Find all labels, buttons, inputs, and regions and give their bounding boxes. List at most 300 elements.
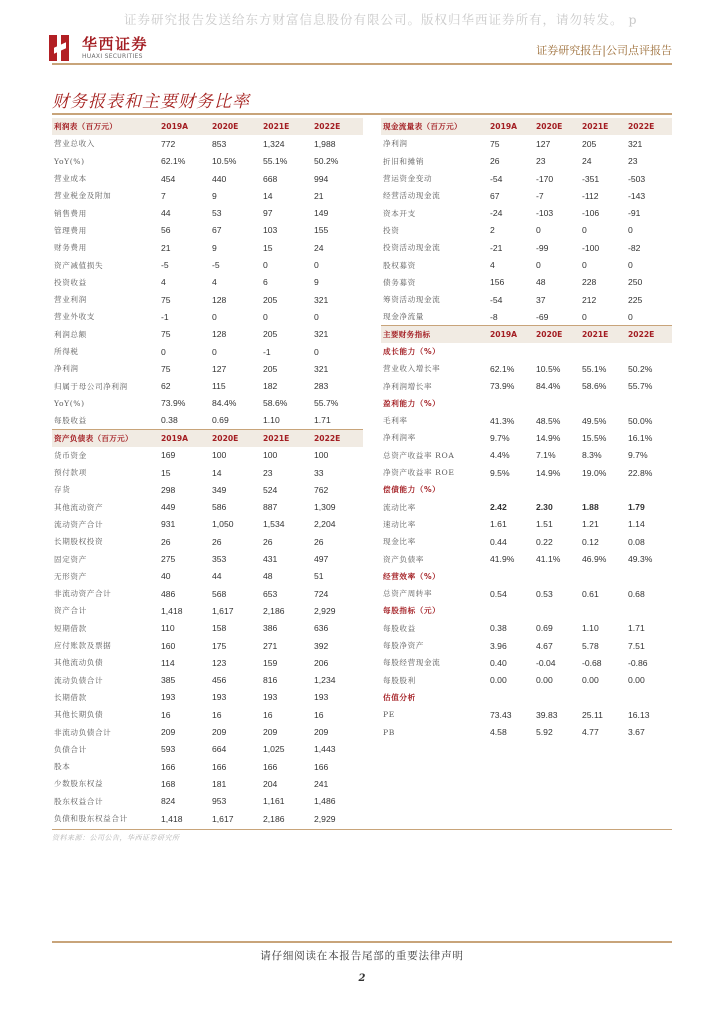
cell-value: -21 [490, 242, 503, 253]
cell-value: 0.00 [536, 675, 553, 686]
logo-cn-text: 华西证券 [82, 35, 149, 53]
cell-value: 5.78 [582, 640, 599, 651]
table-subheader-row [381, 481, 672, 498]
table-row [381, 256, 672, 273]
cell-value: 58.6% [263, 398, 288, 409]
cell-value: 7.1% [536, 450, 556, 461]
cell-value: 0.69 [212, 415, 229, 426]
cell-value: 8.3% [582, 450, 602, 461]
table-row [52, 395, 363, 412]
cell-value: 298 [161, 484, 176, 495]
cell-value: 44 [161, 208, 171, 219]
cell-value: 212 [582, 294, 597, 305]
row-label: 现金净流量 [383, 312, 424, 322]
row-label: 偿债能力（%） [383, 485, 441, 495]
cell-value [626, 602, 672, 619]
cell-value: 209 [212, 727, 227, 738]
cell-value: 0 [263, 311, 268, 322]
header-divider [52, 63, 672, 65]
cell-value: 26 [161, 536, 171, 547]
cell-value: -82 [628, 242, 641, 253]
cell-value: 321 [314, 294, 329, 305]
row-label: 负债和股东权益合计 [54, 814, 128, 824]
row-label: 长期借款 [54, 692, 87, 702]
row-label: 销售费用 [54, 208, 87, 218]
cell-value: 97 [263, 208, 273, 219]
cell-value: 0.00 [582, 675, 599, 686]
cell-value: 0 [314, 311, 319, 322]
row-label: 估值分析 [383, 692, 416, 702]
cell-value: -100 [582, 242, 600, 253]
cell-value: 275 [161, 554, 176, 565]
cell-value: 0.68 [628, 588, 645, 599]
row-label: 净利润 [383, 139, 408, 149]
cell-value: -7 [536, 190, 544, 201]
cell-value: 0.61 [582, 588, 599, 599]
cell-value: 0 [628, 225, 633, 236]
cell-value: 4.67 [536, 640, 553, 651]
cell-value: 15.5% [582, 432, 607, 443]
cell-value: 0.38 [490, 623, 507, 634]
row-label: 投资 [383, 225, 400, 235]
row-label: 其他流动资产 [54, 502, 104, 512]
cell-value: 349 [212, 484, 227, 495]
cell-value: 1.51 [536, 519, 553, 530]
cell-value: 155 [314, 225, 329, 236]
cell-value [488, 689, 534, 706]
cell-value: 14.9% [536, 432, 561, 443]
cell-value: 762 [314, 484, 329, 495]
cell-value: 205 [582, 138, 597, 149]
row-label: 资产负债表（百万元） [52, 429, 159, 446]
row-label: 营业税金及附加 [54, 191, 112, 201]
cell-value: 62.1% [161, 156, 186, 167]
cell-value: 48 [263, 571, 273, 582]
cell-value: 524 [263, 484, 278, 495]
cell-value: -106 [582, 208, 600, 219]
cell-value: 44 [212, 571, 222, 582]
row-label: 资产合计 [54, 606, 87, 616]
cell-value: 321 [628, 138, 643, 149]
cell-value: 14 [263, 190, 273, 201]
cell-value: 9.5% [490, 467, 510, 478]
cell-value: 1.10 [263, 415, 280, 426]
table-row [52, 256, 363, 273]
cell-value: 50.2% [628, 363, 653, 374]
cell-value: 4.4% [490, 450, 510, 461]
cell-value: 7 [161, 190, 166, 201]
row-label: 股本 [54, 762, 71, 772]
row-label: 管理费用 [54, 225, 87, 235]
row-label: 盈利能力（%） [383, 398, 441, 408]
row-label: 营业利润 [54, 295, 87, 305]
table-row [52, 204, 363, 221]
table-row [52, 239, 363, 256]
cell-value: -5 [161, 260, 169, 271]
cell-value: 23 [628, 156, 638, 167]
table-row [52, 170, 363, 187]
column-year: 2019A [159, 429, 210, 446]
row-label: 现金流量表（百万元） [381, 118, 488, 135]
row-label: 营业总收入 [54, 139, 95, 149]
cell-value: -24 [490, 208, 503, 219]
cell-value: 26 [263, 536, 273, 547]
cell-value: 175 [212, 640, 227, 651]
cell-value: 250 [628, 277, 643, 288]
row-label: 财务费用 [54, 243, 87, 253]
table-row [52, 706, 363, 723]
cell-value: 110 [161, 623, 175, 634]
cell-value: 1.71 [314, 415, 331, 426]
column-year: 2022E [312, 429, 363, 446]
cell-value: 241 [314, 778, 329, 789]
column-year: 2021E [261, 429, 312, 446]
row-label: 筹资活动现金流 [383, 295, 441, 305]
cell-value: 100 [314, 450, 329, 461]
cell-value: 0 [536, 260, 541, 271]
cell-value: -143 [628, 190, 646, 201]
table-subheader-row [381, 689, 672, 706]
cell-value: 321 [314, 363, 329, 374]
table-row [52, 689, 363, 706]
cell-value: 1,418 [161, 605, 183, 616]
cell-value: 26 [490, 156, 500, 167]
cell-value: 114 [161, 657, 175, 668]
row-label: 经营效率（%） [383, 571, 441, 581]
row-label: 资产负债率 [383, 554, 424, 564]
cell-value: -170 [536, 173, 554, 184]
table-row [52, 741, 363, 758]
row-label: 存货 [54, 485, 71, 495]
cell-value [488, 343, 534, 360]
cell-value: 3.96 [490, 640, 507, 651]
cell-value: 73.9% [161, 398, 186, 409]
cell-value: 166 [314, 761, 329, 772]
row-label: 每股净资产 [383, 641, 424, 651]
cell-value: 0 [212, 311, 217, 322]
cell-value: 15 [263, 242, 273, 253]
table-row [52, 602, 363, 619]
table-row [52, 291, 363, 308]
table-row [381, 239, 672, 256]
table-row [52, 654, 363, 671]
cell-value: 26 [314, 536, 324, 547]
cell-value: 33 [314, 467, 324, 478]
cell-value: -0.68 [582, 657, 602, 668]
cell-value: 50.0% [628, 415, 653, 426]
table-row [52, 326, 363, 343]
cell-value: 193 [263, 692, 278, 703]
row-label: 资本开支 [383, 208, 416, 218]
cell-value: 1,324 [263, 138, 285, 149]
column-year: 2019A [488, 326, 534, 343]
right-financial-table [381, 118, 672, 741]
column-year: 2019A [488, 118, 534, 135]
cell-value: 62.1% [490, 363, 515, 374]
table-row [52, 533, 363, 550]
row-label: 主要财务指标 [381, 326, 488, 343]
table-row [52, 222, 363, 239]
cell-value [534, 481, 580, 498]
cell-value: 209 [314, 727, 329, 738]
cell-value: 55.7% [628, 381, 653, 392]
cell-value: 449 [161, 502, 176, 513]
cell-value: 1,234 [314, 675, 336, 686]
cell-value: 4.77 [582, 727, 599, 738]
row-label: 股东权益合计 [54, 796, 104, 806]
row-label: 流动比率 [383, 502, 416, 512]
row-label: 其他流动负债 [54, 658, 104, 668]
cell-value [488, 481, 534, 498]
cell-value: -91 [628, 208, 641, 219]
table-row [381, 654, 672, 671]
section-divider [52, 113, 672, 115]
cell-value [580, 343, 626, 360]
table-row [381, 274, 672, 291]
cell-value: 100 [263, 450, 278, 461]
cell-value: -54 [490, 173, 503, 184]
cell-value: 75 [161, 329, 171, 340]
row-label: 应付账款及票据 [54, 641, 112, 651]
cell-value: 84.4% [536, 381, 561, 392]
cell-value: 0.69 [536, 623, 553, 634]
cell-value: 156 [490, 277, 505, 288]
row-label: 净利润增长率 [383, 381, 433, 391]
cell-value [534, 395, 580, 412]
cell-value: 53 [212, 208, 222, 219]
cell-value: 206 [314, 657, 329, 668]
left-financial-table [52, 118, 363, 827]
row-label: 归属于母公司净利润 [54, 381, 128, 391]
cell-value: -112 [582, 190, 599, 201]
cell-value: 586 [212, 502, 227, 513]
cell-value: 22.8% [628, 467, 653, 478]
cell-value: 67 [212, 225, 222, 236]
cell-value: 386 [263, 623, 278, 634]
cell-value: 169 [161, 450, 176, 461]
cell-value: 24 [314, 242, 324, 253]
huaxi-logo-icon [49, 35, 73, 61]
table-row [52, 637, 363, 654]
cell-value: 168 [161, 778, 176, 789]
cell-value: -0.86 [628, 657, 648, 668]
row-label: 债务募资 [383, 277, 416, 287]
table-row [52, 585, 363, 602]
table-row [381, 170, 672, 187]
cell-value: 431 [263, 554, 278, 565]
cell-value [534, 568, 580, 585]
cell-value: 668 [263, 173, 278, 184]
cell-value: 205 [263, 294, 278, 305]
company-logo [49, 33, 179, 67]
table-row [381, 291, 672, 308]
cell-value: 1.71 [628, 623, 645, 634]
cell-value: 10.5% [212, 156, 237, 167]
table-row [381, 429, 672, 446]
table-row [52, 758, 363, 775]
table-row [381, 222, 672, 239]
cell-value: 23 [263, 467, 273, 478]
cell-value: 19.0% [582, 467, 607, 478]
cell-value: 0.53 [536, 588, 553, 599]
cell-value: 1.21 [582, 519, 599, 530]
column-year: 2020E [210, 118, 261, 135]
cell-value: 568 [212, 588, 227, 599]
cell-value [580, 481, 626, 498]
legal-notice: 请仔细阅读在本报告尾部的重要法律声明 [260, 950, 464, 962]
row-label: 总资产周转率 [383, 589, 433, 599]
cell-value: -99 [536, 242, 549, 253]
cell-value: -69 [536, 311, 549, 322]
cell-value: 440 [212, 173, 227, 184]
table-row [52, 775, 363, 792]
row-label: 固定资产 [54, 554, 87, 564]
table-row [381, 377, 672, 394]
cell-value: 486 [161, 588, 176, 599]
cell-value: 123 [212, 657, 227, 668]
cell-value: 0 [314, 346, 319, 357]
table-row [381, 620, 672, 637]
cell-value: -5 [212, 260, 220, 271]
cell-value: 181 [212, 778, 227, 789]
cell-value: 14.9% [536, 467, 561, 478]
table-row [52, 343, 363, 360]
cell-value: 0.40 [490, 657, 507, 668]
cell-value: 204 [263, 778, 278, 789]
row-label: 营业成本 [54, 174, 87, 184]
row-label: 预付款项 [54, 468, 87, 478]
cell-value: 16 [263, 709, 273, 720]
column-year: 2019A [159, 118, 210, 135]
cell-value: 166 [161, 761, 176, 772]
cell-value: 149 [314, 208, 329, 219]
cell-value [580, 395, 626, 412]
cell-value: 58.6% [582, 381, 607, 392]
row-label: 所得税 [54, 347, 79, 356]
row-label: 无形资产 [54, 571, 87, 581]
row-label: 流动资产合计 [54, 519, 104, 529]
table-row [52, 620, 363, 637]
cell-value: 385 [161, 675, 176, 686]
cell-value: 0 [628, 260, 633, 271]
footer-divider [52, 941, 672, 943]
cell-value: 48.5% [536, 415, 561, 426]
cell-value: -1 [263, 346, 271, 357]
cell-value: 0 [582, 225, 587, 236]
cell-value: 0.22 [536, 536, 553, 547]
cell-value: 25.11 [582, 709, 603, 720]
table-row [381, 135, 672, 152]
source-divider [52, 829, 672, 830]
cell-value: 55.1% [582, 363, 607, 374]
cell-value: 24 [582, 156, 592, 167]
cell-value: 67 [490, 190, 500, 201]
cell-value: 9.7% [628, 450, 648, 461]
table-row [381, 187, 672, 204]
cell-value: 2.42 [490, 502, 507, 513]
cell-value: 0.08 [628, 536, 645, 547]
cell-value: 100 [212, 450, 227, 461]
table-row [52, 499, 363, 516]
cell-value: 40 [161, 571, 171, 582]
cell-value [534, 602, 580, 619]
cell-value [488, 395, 534, 412]
cell-value: 41.9% [490, 554, 515, 565]
cell-value: 209 [263, 727, 278, 738]
cell-value: -351 [582, 173, 600, 184]
table-row [52, 308, 363, 325]
cell-value: 75 [490, 138, 500, 149]
table-row [52, 135, 363, 152]
column-year: 2020E [534, 118, 580, 135]
cell-value: 653 [263, 588, 278, 599]
cell-value: 392 [314, 640, 329, 651]
row-label: 净资产收益率 ROE [383, 468, 455, 478]
cell-value: 56 [161, 225, 171, 236]
row-label: 每股股利 [383, 675, 416, 685]
table-header-row [52, 118, 363, 135]
cell-value: 73.9% [490, 381, 515, 392]
row-label: 其他长期负债 [54, 710, 104, 720]
cell-value: 193 [212, 692, 227, 703]
row-label: 负债合计 [54, 744, 87, 754]
cell-value: 41.3% [490, 415, 515, 426]
cell-value: 166 [212, 761, 227, 772]
table-row [381, 706, 672, 723]
cell-value: 0 [536, 225, 541, 236]
cell-value [626, 689, 672, 706]
cell-value [534, 343, 580, 360]
cell-value: 159 [263, 657, 278, 668]
row-label: 总资产收益率 ROA [383, 450, 455, 460]
cell-value: -0.04 [536, 657, 556, 668]
cell-value: 887 [263, 502, 278, 513]
cell-value: 49.5% [582, 415, 607, 426]
table-row [52, 274, 363, 291]
cell-value: -8 [490, 311, 498, 322]
column-year: 2020E [210, 429, 261, 446]
column-year: 2021E [261, 118, 312, 135]
cell-value: 7.51 [628, 640, 645, 651]
cell-value: 39.83 [536, 709, 558, 720]
table-row [52, 481, 363, 498]
table-row [52, 187, 363, 204]
cell-value: 1,534 [263, 519, 285, 530]
column-year: 2020E [534, 326, 580, 343]
row-label: 非流动资产合计 [54, 589, 112, 599]
cell-value: 0.00 [628, 675, 645, 686]
cell-value: 283 [314, 381, 329, 392]
cell-value: 1,988 [314, 138, 336, 149]
cell-value: 2,929 [314, 605, 336, 616]
cell-value: 0.38 [161, 415, 178, 426]
cell-value: 1,486 [314, 796, 336, 807]
table-subheader-row [381, 343, 672, 360]
column-year: 2021E [580, 118, 626, 135]
cell-value: 128 [212, 329, 227, 340]
table-row [52, 723, 363, 740]
row-label: 每股收益 [383, 623, 416, 633]
row-label: 经营活动现金流 [383, 191, 441, 201]
cell-value: 5.92 [536, 727, 553, 738]
table-row [381, 447, 672, 464]
cell-value: 103 [263, 225, 278, 236]
row-label: 投资收益 [54, 277, 87, 287]
cell-value: 724 [314, 588, 329, 599]
cell-value: 84.4% [212, 398, 237, 409]
row-label: 投资活动现金流 [383, 243, 441, 253]
row-label: 净利润 [54, 364, 79, 374]
